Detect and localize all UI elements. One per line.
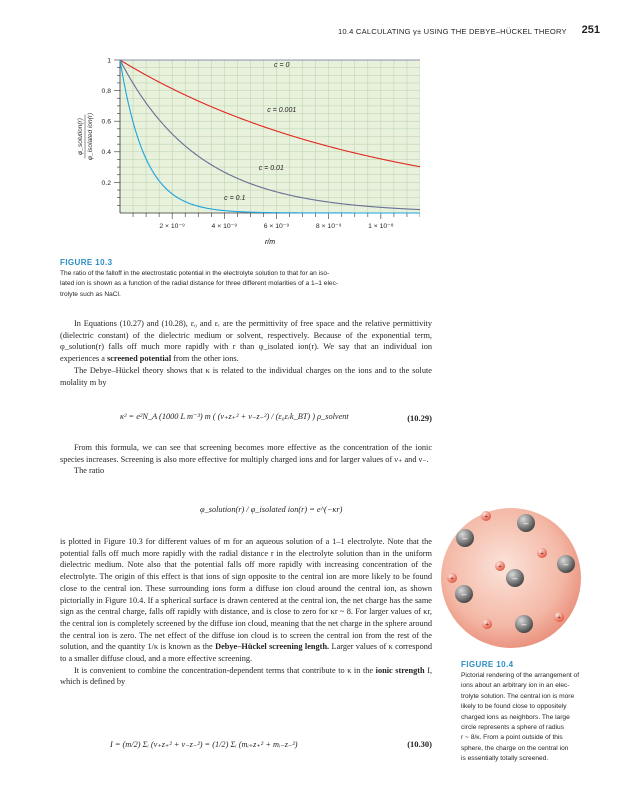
plus-sign: + bbox=[483, 513, 489, 521]
plus-sign: + bbox=[556, 614, 562, 622]
equation-10-30-body: I = (m/2) Σᵢ (ν₊z₊² + ν₋z₋²) = (1/2) Σᵢ (mᵢ₊z₊² + mᵢ₋z₋²) bbox=[110, 740, 298, 749]
plus-sign: + bbox=[539, 550, 545, 558]
y-tick-label: 0.8 bbox=[101, 88, 111, 95]
equation-10-30 bbox=[110, 739, 432, 761]
para1-end: from the other ions. bbox=[173, 354, 239, 364]
caption-line: charged ions as neighbors. The large bbox=[461, 713, 570, 721]
y-tick-label: 0.2 bbox=[101, 179, 111, 187]
caption-line: likely to be found close to oppositely bbox=[461, 703, 567, 711]
x-axis-label: r/m bbox=[264, 239, 276, 246]
paragraph-1 bbox=[60, 318, 432, 365]
caption-line: ions about an arbitrary ion in an elec- bbox=[461, 682, 570, 690]
y-tick-label: 0.4 bbox=[101, 149, 111, 157]
series-annotation: c = 0 bbox=[274, 61, 290, 69]
paragraph-2: The Debye–Hückel theory shows that κ is related to the individual charges on the ions and to the solute molality m by bbox=[60, 365, 432, 387]
equation-10-29 bbox=[120, 411, 432, 433]
caption-line: Pictorial rendering of the arrangement of bbox=[461, 672, 580, 679]
figure-10-4-caption bbox=[461, 660, 611, 765]
y-axis-label bbox=[77, 113, 94, 160]
equation-10-29-number: (10.29) bbox=[407, 413, 432, 423]
running-title: 10.4 CALCULATING γ± USING THE DEBYE–HÜCKEL THEORY bbox=[338, 27, 567, 36]
paragraph-3: From this formula, we can see that screening becomes more effective as the concentration of the ionic species increases. Screening is also more effective for multiply charged ions and for larger values of ν₊ and ν₋. bbox=[60, 443, 432, 464]
para5-end: Larger values of κ correspond to a smaller diffuse cloud, and a more effective screening. bbox=[60, 642, 433, 664]
paragraph-5 bbox=[60, 536, 432, 665]
caption-line: is essentially totally screened. bbox=[461, 755, 549, 763]
page-number: 251 bbox=[581, 24, 600, 36]
plus-sign: + bbox=[449, 575, 455, 583]
series-annotation: c = 0.01 bbox=[258, 165, 284, 173]
body-text-3 bbox=[60, 536, 432, 688]
caption-line: The ratio of the falloff in the electrostatic potential in the electrolyte solution to that for an iso- bbox=[60, 270, 330, 277]
equation-ratio: φ_solution(r) / φ_isolated ion(r) = e^(−κr) bbox=[200, 505, 343, 514]
x-tick-label: 1 × 10⁻⁸ bbox=[368, 223, 394, 230]
series-annotation: c = 0.001 bbox=[267, 107, 297, 115]
paragraph-6 bbox=[60, 665, 432, 688]
y-axis-label-denominator: φ_isolated ion(r) bbox=[87, 112, 94, 161]
para6-text: It is convenient to combine the concentration-dependent terms that contribute to κ in the bbox=[74, 665, 374, 675]
y-axis-label-numerator: φ_solution(r) bbox=[77, 118, 84, 155]
caption-line: r ~ 8/κ. From a point outside of this bbox=[461, 734, 563, 742]
caption-line: trolyte solution. The central ion is more bbox=[461, 692, 575, 700]
x-tick-label: 4 × 10⁻⁹ bbox=[211, 223, 238, 230]
minus-sign: – bbox=[563, 559, 569, 569]
x-tick-label: 6 × 10⁻⁹ bbox=[263, 223, 290, 230]
para6-term: ionic strength bbox=[375, 665, 425, 675]
equation-10-30-number: (10.30) bbox=[407, 739, 432, 749]
plus-sign: + bbox=[484, 621, 490, 629]
figure-10-4-illustration bbox=[438, 498, 584, 658]
y-ticks bbox=[102, 57, 120, 205]
plus-sign: + bbox=[497, 563, 503, 571]
paragraph-4: The ratio bbox=[74, 466, 105, 476]
para5-term: Debye–Hückel screening length. bbox=[215, 642, 330, 652]
equation-10-29-body: κ² = e²N_A (1000 L m⁻³) m ( (ν₊z₊² + ν₋z₋²) / (ε₀εᵣk_BT) ) ρ_solvent bbox=[120, 412, 349, 421]
x-ticks bbox=[133, 213, 420, 230]
caption-line: sphere, the charge on the central ion bbox=[461, 744, 569, 752]
minus-sign: – bbox=[512, 573, 518, 583]
y-tick-label: 0.6 bbox=[101, 118, 111, 126]
x-tick-label: 8 × 10⁻⁹ bbox=[315, 223, 342, 230]
series-annotation: c = 0.1 bbox=[224, 194, 246, 202]
running-header bbox=[338, 26, 600, 40]
minus-sign: – bbox=[523, 518, 529, 528]
para1-text: In Equations (10.27) and (10.28), ε₀ and εᵣ are the permittivity of free space and the relative permittivity (dielectric constant) of the dielectric medium or solvent, respectively. Because of the exponential term, φ_solution(r) falls off much more rapidly with r than φ_isolated ion(r). We say that an individual ion experiences a bbox=[60, 319, 432, 364]
figure-10-4-label: FIGURE 10.4 bbox=[461, 660, 514, 669]
figure-10-3-caption bbox=[60, 258, 432, 300]
para6-end: I, which is defined by bbox=[60, 665, 433, 687]
y-tick-label: 1 bbox=[107, 57, 111, 65]
caption-line: circle represents a sphere of radius bbox=[461, 724, 564, 732]
para5-text: is plotted in Figure 10.3 for different values of m for an aqueous solution of a 1–1 electrolyte. Note that the potential falls off much more rapidly with the radial distance r in the electrolyte solution than in the uniform dielectric medium. Note also that the potential falls off more rapidly with increasing concentration of the electrolyte. The origin of this effect is that ions of sign opposite to the central ion are more likely to be found close to the central ion. These surrounding ions form a diffuse ion cloud around the central ion, as shown pictorially in Figure 10.4. If a spherical surface is drawn centered at the central ion, the net charge has the same sign as the central charge, falls off rapidly with distance, and is close to zero for κr ~ 8. For larger values of κr, the central ion is completely screened by the diffuse ion cloud, meaning that the net charge in the sphere around the central ion is zero. The net effect of the diffuse ion cloud is to screen the central ion from the rest of the solution, and the quantity 1/κ is known as the bbox=[60, 537, 432, 652]
x-tick-label: 2 × 10⁻⁹ bbox=[159, 223, 185, 230]
figure-10-3-chart bbox=[60, 50, 420, 260]
minus-sign: – bbox=[462, 533, 468, 543]
minus-sign: – bbox=[461, 589, 467, 599]
body-text bbox=[60, 318, 432, 388]
caption-line: lated ion is shown as a function of the radial distance for three different molarities of a 1–1 elec- bbox=[60, 280, 339, 288]
body-text-2 bbox=[60, 442, 432, 477]
minus-sign: – bbox=[521, 619, 527, 629]
para1-term: screened potential bbox=[107, 354, 172, 364]
figure-10-3-label: FIGURE 10.3 bbox=[60, 258, 113, 267]
caption-line: trolyte such as NaCl. bbox=[60, 290, 121, 298]
